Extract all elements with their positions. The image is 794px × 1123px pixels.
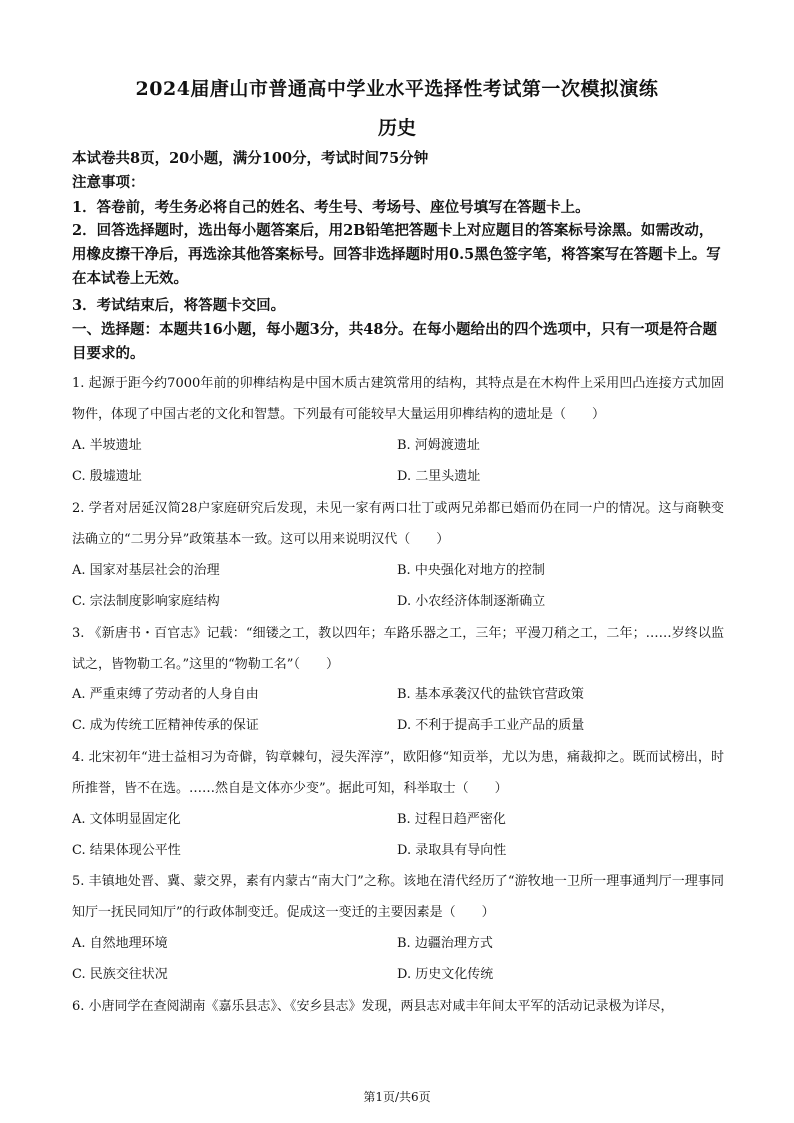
notice-item-3: 3．考试结束后，将答题卡交回。 (72, 297, 286, 314)
notice-heading: 注意事项： (72, 174, 145, 191)
question-5-option-b: B. 边疆治理方式 (397, 936, 493, 951)
question-2-option-b: B. 中央强化对地方的控制 (397, 563, 545, 578)
question-5-option-d: D. 历史文化传统 (397, 967, 494, 982)
question-2-stem: 2. 学者对居延汉简28户家庭研究后发现，未见一家有两口壮丁或两兄弟都已婚而仍在同一户的情况。这与商鞅变法确立的“二男分异”政策基本一致。这可以用来说明汉代（ ） (72, 501, 724, 547)
question-6-stem: 6. 小唐同学在查阅湖南《嘉乐县志》、《安乡县志》发现，两县志对咸丰年间太平军的活动记录极为详尽， (72, 999, 674, 1014)
question-4-option-d: D. 录取具有导向性 (397, 843, 507, 858)
question-1-option-d: D. 二里头遗址 (397, 469, 481, 484)
exam-intro: 本试卷共8页，20小题，满分100分，考试时间75分钟 (72, 150, 429, 167)
notice-item-2: 2．回答选择题时，选出每小题答案后，用2B铅笔把答题卡上对应题目的答案标号涂黑。如需改动，用橡皮擦干净后，再选涂其他答案标号。回答非选择题时用0.5黑色签字笔，将答案写在答题卡上。写在本试卷上无效。 (72, 222, 721, 287)
question-1-option-c: C. 殷墟遗址 (72, 469, 142, 484)
question-1-option-b: B. 河姆渡遗址 (397, 438, 480, 453)
question-2-option-d: D. 小农经济体制逐渐确立 (397, 594, 546, 609)
question-5-option-c: C. 民族交往状况 (72, 967, 168, 982)
question-4-option-a: A. 文体明显固定化 (72, 812, 181, 827)
subject-title: 历史 (377, 117, 416, 139)
question-3-option-d: D. 不利于提高手工业产品的质量 (397, 718, 585, 733)
question-5-stem: 5. 丰镇地处晋、冀、蒙交界，素有内蒙古“南大门”之称。该地在清代经历了“游牧地一卫所一理事通判厅一理事同知厅一抚民同知厅”的行政体制变迁。促成这一变迁的主要因素是（ ） (72, 874, 724, 920)
question-2-option-a: A. 国家对基层社会的治理 (72, 563, 220, 578)
question-1-option-a: A. 半坡遗址 (72, 438, 142, 453)
question-4-stem: 4. 北宋初年“进士益相习为奇僻，钩章棘句，浸失浑淳”，欧阳修“知贡举，尤以为患，痛裁抑之。既而试榜出，时所推誉，皆不在选。……然自是文体亦少变”。据此可知，科举取士（ ） (72, 750, 724, 796)
question-2-option-c: C. 宗法制度影响家庭结构 (72, 594, 220, 609)
question-3-option-b: B. 基本承袭汉代的盐铁官营政策 (397, 687, 584, 702)
question-5-option-a: A. 自然地理环境 (72, 936, 168, 951)
question-3-stem: 3. 《新唐书・百官志》记载：“细镂之工，教以四年；车路乐器之工，三年；平漫刀稍之工，二年；……岁终以监试之，皆物勒工名。”这里的“物勒工名”（ ） (72, 626, 724, 672)
exam-title: 2024届唐山市普通高中学业水平选择性考试第一次模拟演练 (135, 78, 659, 100)
question-3-option-a: A. 严重束缚了劳动者的人身自由 (72, 687, 259, 702)
section-heading: 一、选择题：本题共16小题，每小题3分，共48分。在每小题给出的四个选项中，只有一项是符合题目要求的。 (72, 321, 717, 362)
question-3-option-c: C. 成为传统工匠精神传承的保证 (72, 718, 259, 733)
question-4-option-b: B. 过程日趋严密化 (397, 812, 506, 827)
page-number: 第1页/共6页 (363, 1090, 431, 1104)
question-1-stem: 1. 起源于距今约7000年前的卯榫结构是中国木质古建筑常用的结构，其特点是在木构件上采用凹凸连接方式加固物件，体现了中国古老的文化和智慧。下列最有可能较早大量运用卯榫结构的遗址是（ ） (72, 376, 724, 422)
notice-item-1: 1．答卷前，考生务必将自己的姓名、考生号、考场号、座位号填写在答题卡上。 (72, 199, 590, 216)
question-4-option-c: C. 结果体现公平性 (72, 843, 181, 858)
